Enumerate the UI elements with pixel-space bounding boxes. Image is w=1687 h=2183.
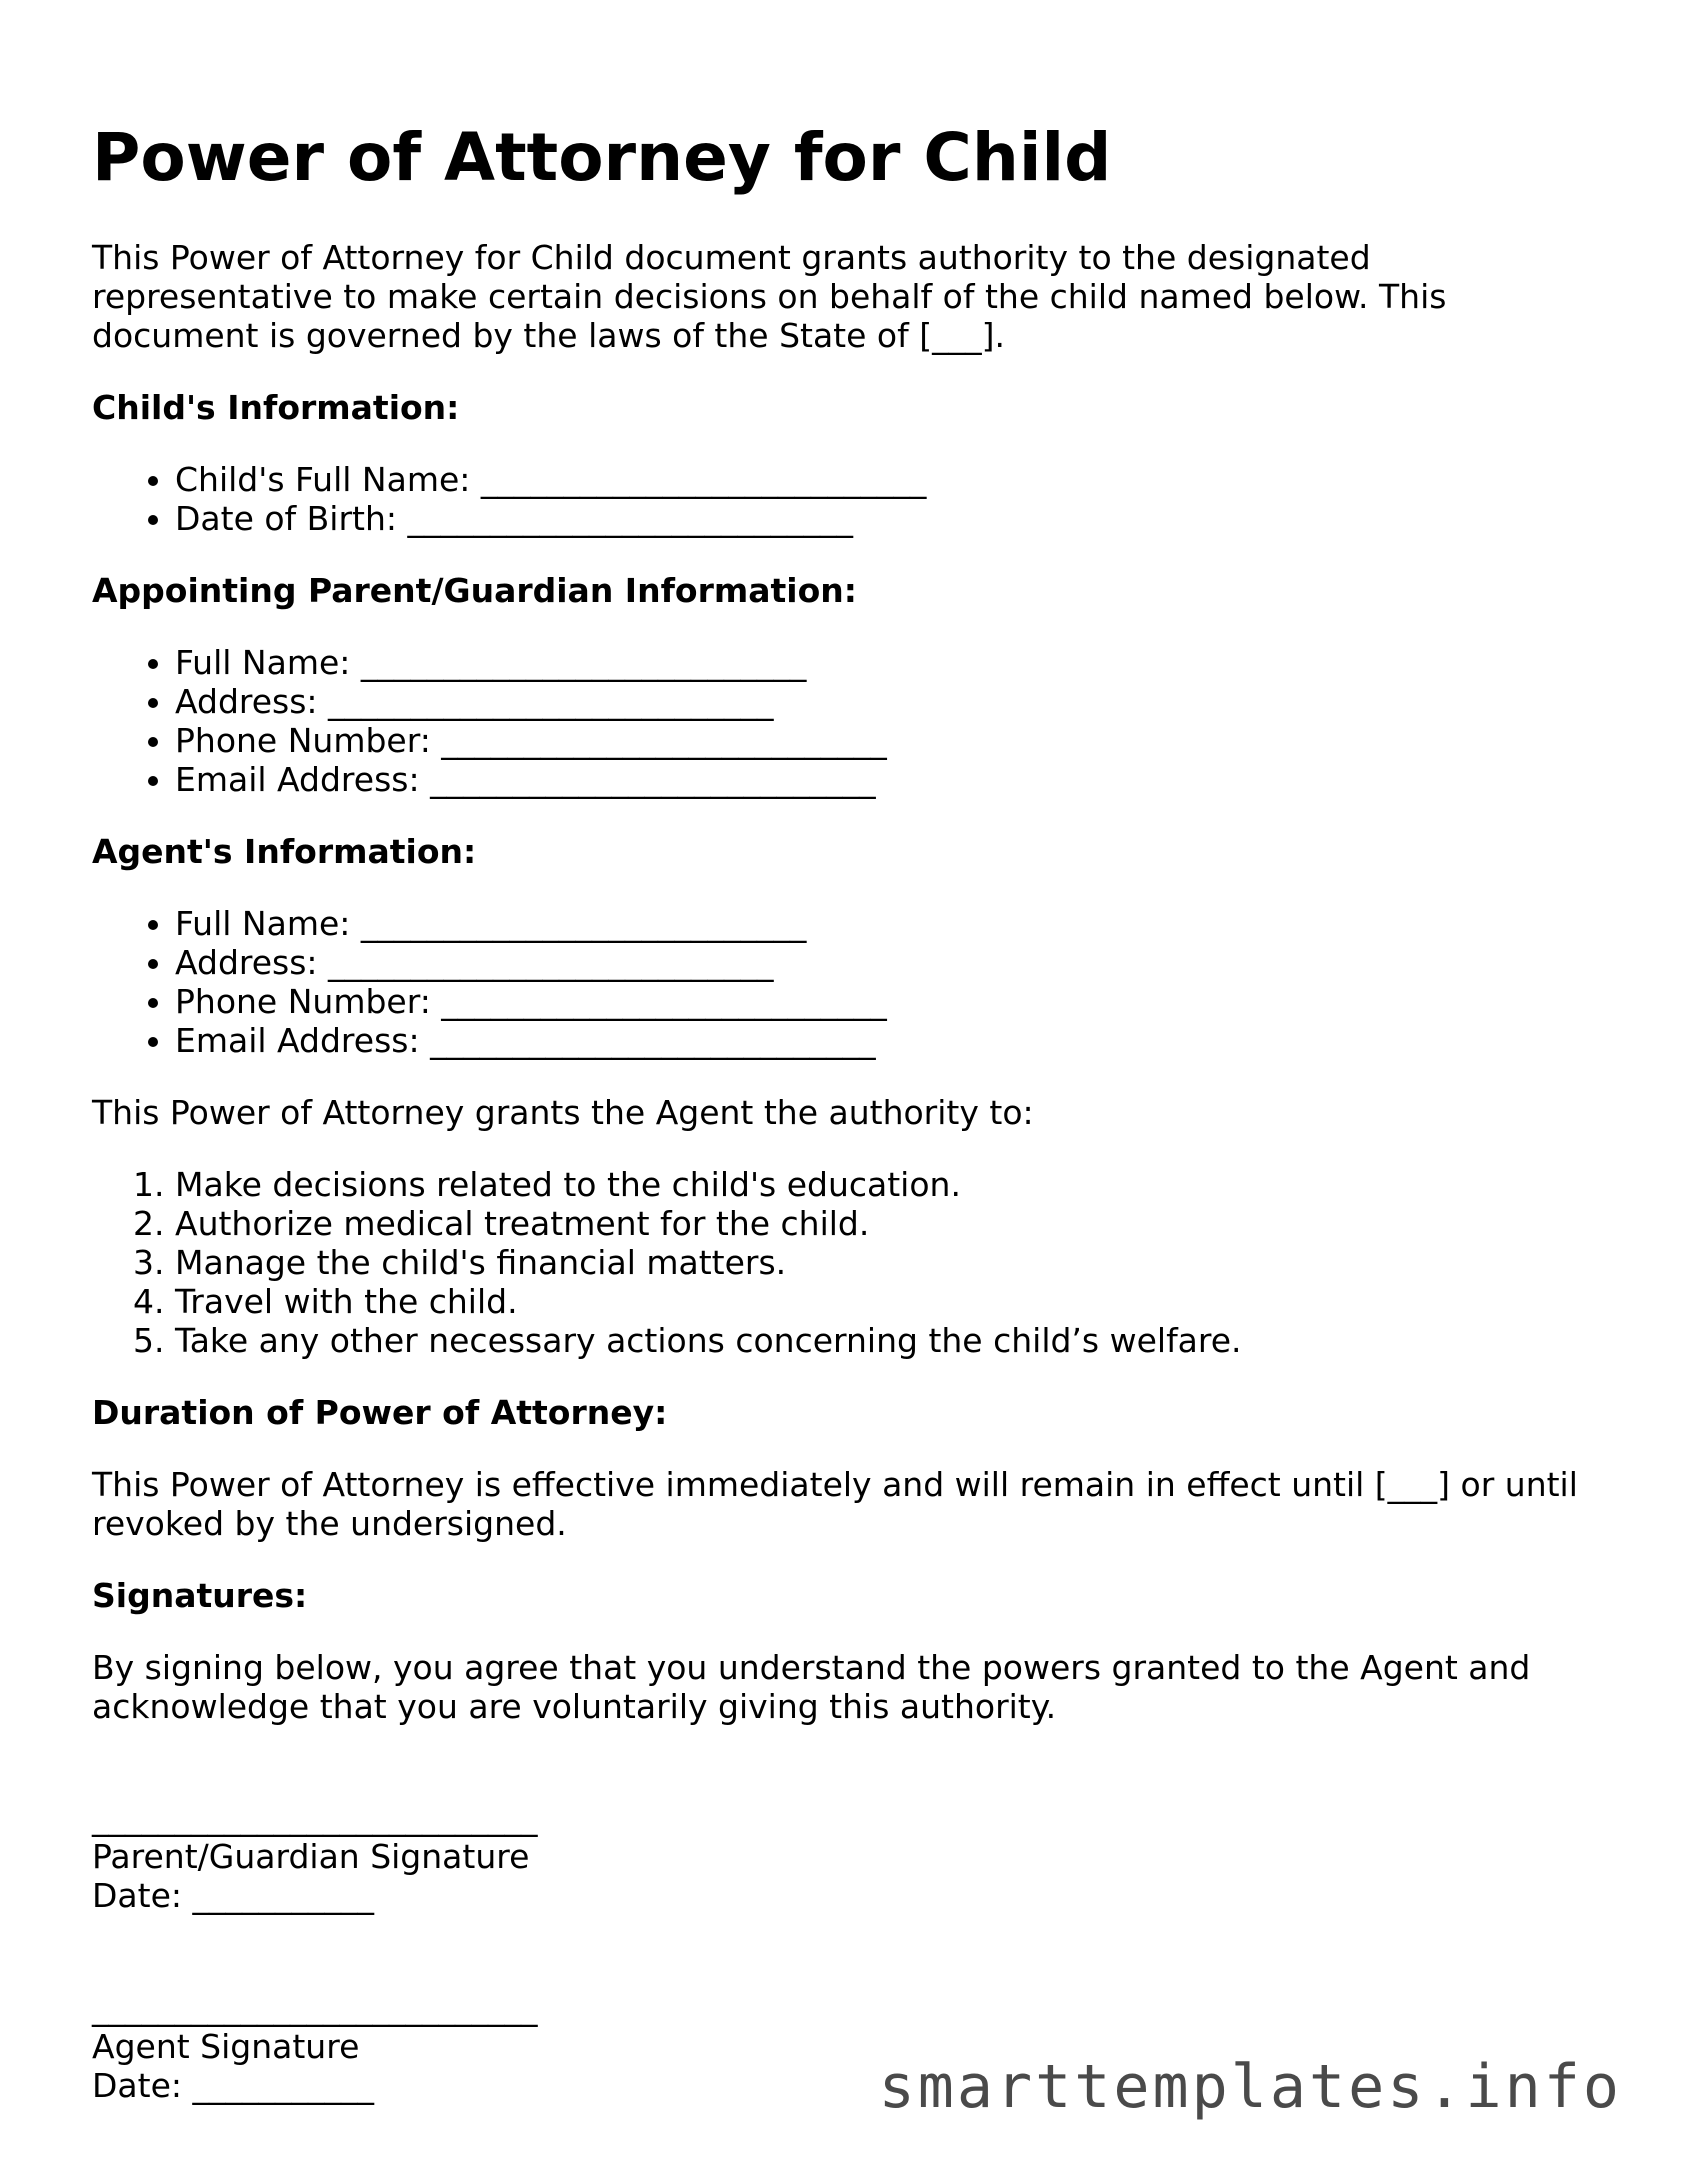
signatures-text: By signing below, you agree that you understand the powers granted to the Agent and acknowledge that you are voluntarily giving this authority. — [92, 1648, 1531, 1726]
parent-info-heading: Appointing Parent/Guardian Information: — [92, 571, 857, 610]
child-full-name-field: • Child's Full Name: ___________________________ — [175, 460, 1602, 499]
parent-full-name-field: • Full Name: ___________________________ — [175, 643, 1602, 682]
agent-full-name-field: • Full Name: ___________________________ — [175, 904, 1602, 943]
document — [92, 118, 1602, 2105]
signatures-heading: Signatures: — [92, 1576, 308, 1615]
agent-signature-line: ___________________________ — [92, 1988, 538, 2027]
authority-item: 3. Manage the child's financial matters. — [175, 1243, 1602, 1282]
watermark: smarttemplates.info — [878, 2052, 1622, 2122]
child-date-of-birth-field: • Date of Birth: ___________________________ — [175, 499, 1602, 538]
duration-heading: Duration of Power of Attorney: — [92, 1393, 668, 1432]
parent-phone-field: • Phone Number: ___________________________ — [175, 721, 1602, 760]
agent-info-list — [92, 904, 1602, 1060]
parent-signature-block — [92, 1798, 1602, 1915]
document-title: Power of Attorney for Child — [92, 119, 1112, 196]
parent-signature-date: Date: ___________ — [92, 1876, 374, 1915]
parent-signature-label: Parent/Guardian Signature — [92, 1837, 530, 1876]
authority-item: 5. Take any other necessary actions concerning the child’s welfare. — [175, 1321, 1602, 1360]
agent-email-field: • Email Address: ___________________________ — [175, 1021, 1602, 1060]
authority-item: 1. Make decisions related to the child's education. — [175, 1165, 1602, 1204]
agent-signature-date: Date: ___________ — [92, 2066, 374, 2105]
parent-signature-line: ___________________________ — [92, 1798, 538, 1837]
duration-text: This Power of Attorney is effective immediately and will remain in effect until [___] or until revoked by the undersigned. — [92, 1465, 1578, 1543]
child-info-heading: Child's Information: — [92, 388, 460, 427]
authority-intro: This Power of Attorney grants the Agent the authority to: — [92, 1093, 1034, 1132]
authority-item: 4. Travel with the child. — [175, 1282, 1602, 1321]
agent-phone-field: • Phone Number: ___________________________ — [175, 982, 1602, 1021]
parent-email-field: • Email Address: ___________________________ — [175, 760, 1602, 799]
agent-signature-label: Agent Signature — [92, 2027, 360, 2066]
intro-paragraph: This Power of Attorney for Child document grants authority to the designated representative to make certain decisions on behalf of the child named below. This document is governed by the laws of the State of [___]. — [92, 238, 1447, 355]
agent-address-field: • Address: ___________________________ — [175, 943, 1602, 982]
parent-info-list — [92, 643, 1602, 799]
parent-address-field: • Address: ___________________________ — [175, 682, 1602, 721]
child-info-list — [92, 460, 1602, 538]
agent-info-heading: Agent's Information: — [92, 832, 477, 871]
authority-item: 2. Authorize medical treatment for the child. — [175, 1204, 1602, 1243]
authority-list — [92, 1165, 1602, 1360]
